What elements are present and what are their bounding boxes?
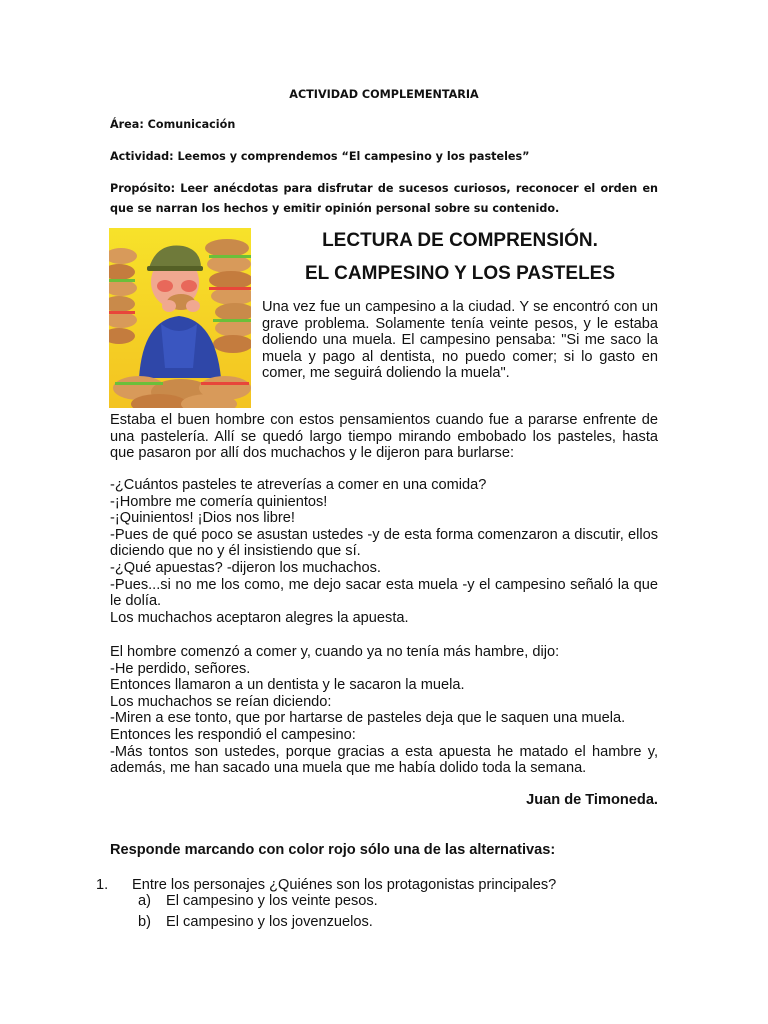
area-line: Área: Comunicación xyxy=(110,118,236,131)
dialog-line: -¡Hombre me comería quinientos! xyxy=(110,493,328,510)
story-title: EL CAMPESINO Y LOS PASTELES xyxy=(304,263,616,284)
intro-paragraph: Una vez fue un campesino a la ciudad. Y se encontró con un grave problema. Solamente tenía veinte pesos, y le estaba doliendo una muela. El campesino pensaba: "Si me saco la muela y pago al dentista, no puedo comer; si lo gasto en comer, me seguirá doliendo la muela". xyxy=(262,299,658,382)
author-signature: Juan de Timoneda. xyxy=(526,792,658,808)
option-letter: b) xyxy=(138,914,151,930)
activity-title: ACTIVIDAD COMPLEMENTARIA xyxy=(289,88,479,101)
activity-line: Actividad: Leemos y comprendemos “El campesino y los pasteles” xyxy=(110,150,530,163)
dialog-line: Los muchachos se reían diciendo: xyxy=(110,693,332,710)
question-number: 1. xyxy=(96,877,109,893)
dialog-line: -Más tontos son ustedes, porque gracias a esta apuesta he matado el hambre y, además, me han sacado una muela que me había dolido toda la semana. xyxy=(110,743,658,777)
questions-instruction: Responde marcando con color rojo sólo una de las alternativas: xyxy=(110,842,556,858)
dialog-line: -Pues de qué poco se asustan ustedes -y de esta forma comenzaron a discutir, ellos diciendo que no y él insistiendo que sí. xyxy=(110,526,658,560)
dialog-line: Los muchachos aceptaron alegres la apuesta. xyxy=(110,609,409,626)
farmer-eating-pastries-illustration xyxy=(109,228,251,408)
option-b[interactable] xyxy=(138,914,373,931)
dialog-line: -He perdido, señores. xyxy=(110,660,251,677)
dialog-block-1 xyxy=(110,477,658,626)
reading-title: LECTURA DE COMPRENSIÓN. xyxy=(322,230,598,251)
dialog-line: Entonces les respondió el campesino: xyxy=(110,726,356,743)
option-text: El campesino y los jovenzuelos. xyxy=(166,914,373,930)
dialog-line: -Miren a ese tonto, que por hartarse de pasteles deja que le saquen una muela. xyxy=(110,710,626,727)
paragraph-pastry-shop: Estaba el buen hombre con estos pensamientos cuando fue a pararse enfrente de una pastelería. Allí se quedó largo tiempo mirando embobado los pasteles, hasta que pasaron por allí dos muchachos y le dijeron para burlarse: xyxy=(110,412,658,462)
dialog-line: El hombre comenzó a comer y, cuando ya no tenía más hambre, dijo: xyxy=(110,644,560,660)
dialog-line: -¡Quinientos! ¡Dios nos libre! xyxy=(110,510,295,527)
dialog-line: Entonces llamaron a un dentista y le sacaron la muela. xyxy=(110,677,465,694)
option-a[interactable] xyxy=(138,893,378,910)
question-text: Entre los personajes ¿Quiénes son los protagonistas principales? xyxy=(132,877,557,893)
illustration-svg xyxy=(109,228,251,408)
dialog-line: -Pues...si no me los como, me dejo sacar esta muela -y el campesino señaló la que le dolía. xyxy=(110,576,658,610)
option-letter: a) xyxy=(138,893,151,909)
dialog-line: -¿Cuántos pasteles te atreverías a comer en una comida? xyxy=(110,477,487,493)
purpose-line: Propósito: Leer anécdotas para disfrutar de sucesos curiosos, reconocer el orden en que se narran los hechos y emitir opinión personal sobre su contenido. xyxy=(110,182,658,215)
question-1 xyxy=(96,877,556,894)
option-text: El campesino y los veinte pesos. xyxy=(166,893,378,909)
dialog-line: -¿Qué apuestas? -dijeron los muchachos. xyxy=(110,559,381,576)
dialog-block-2 xyxy=(110,644,658,777)
